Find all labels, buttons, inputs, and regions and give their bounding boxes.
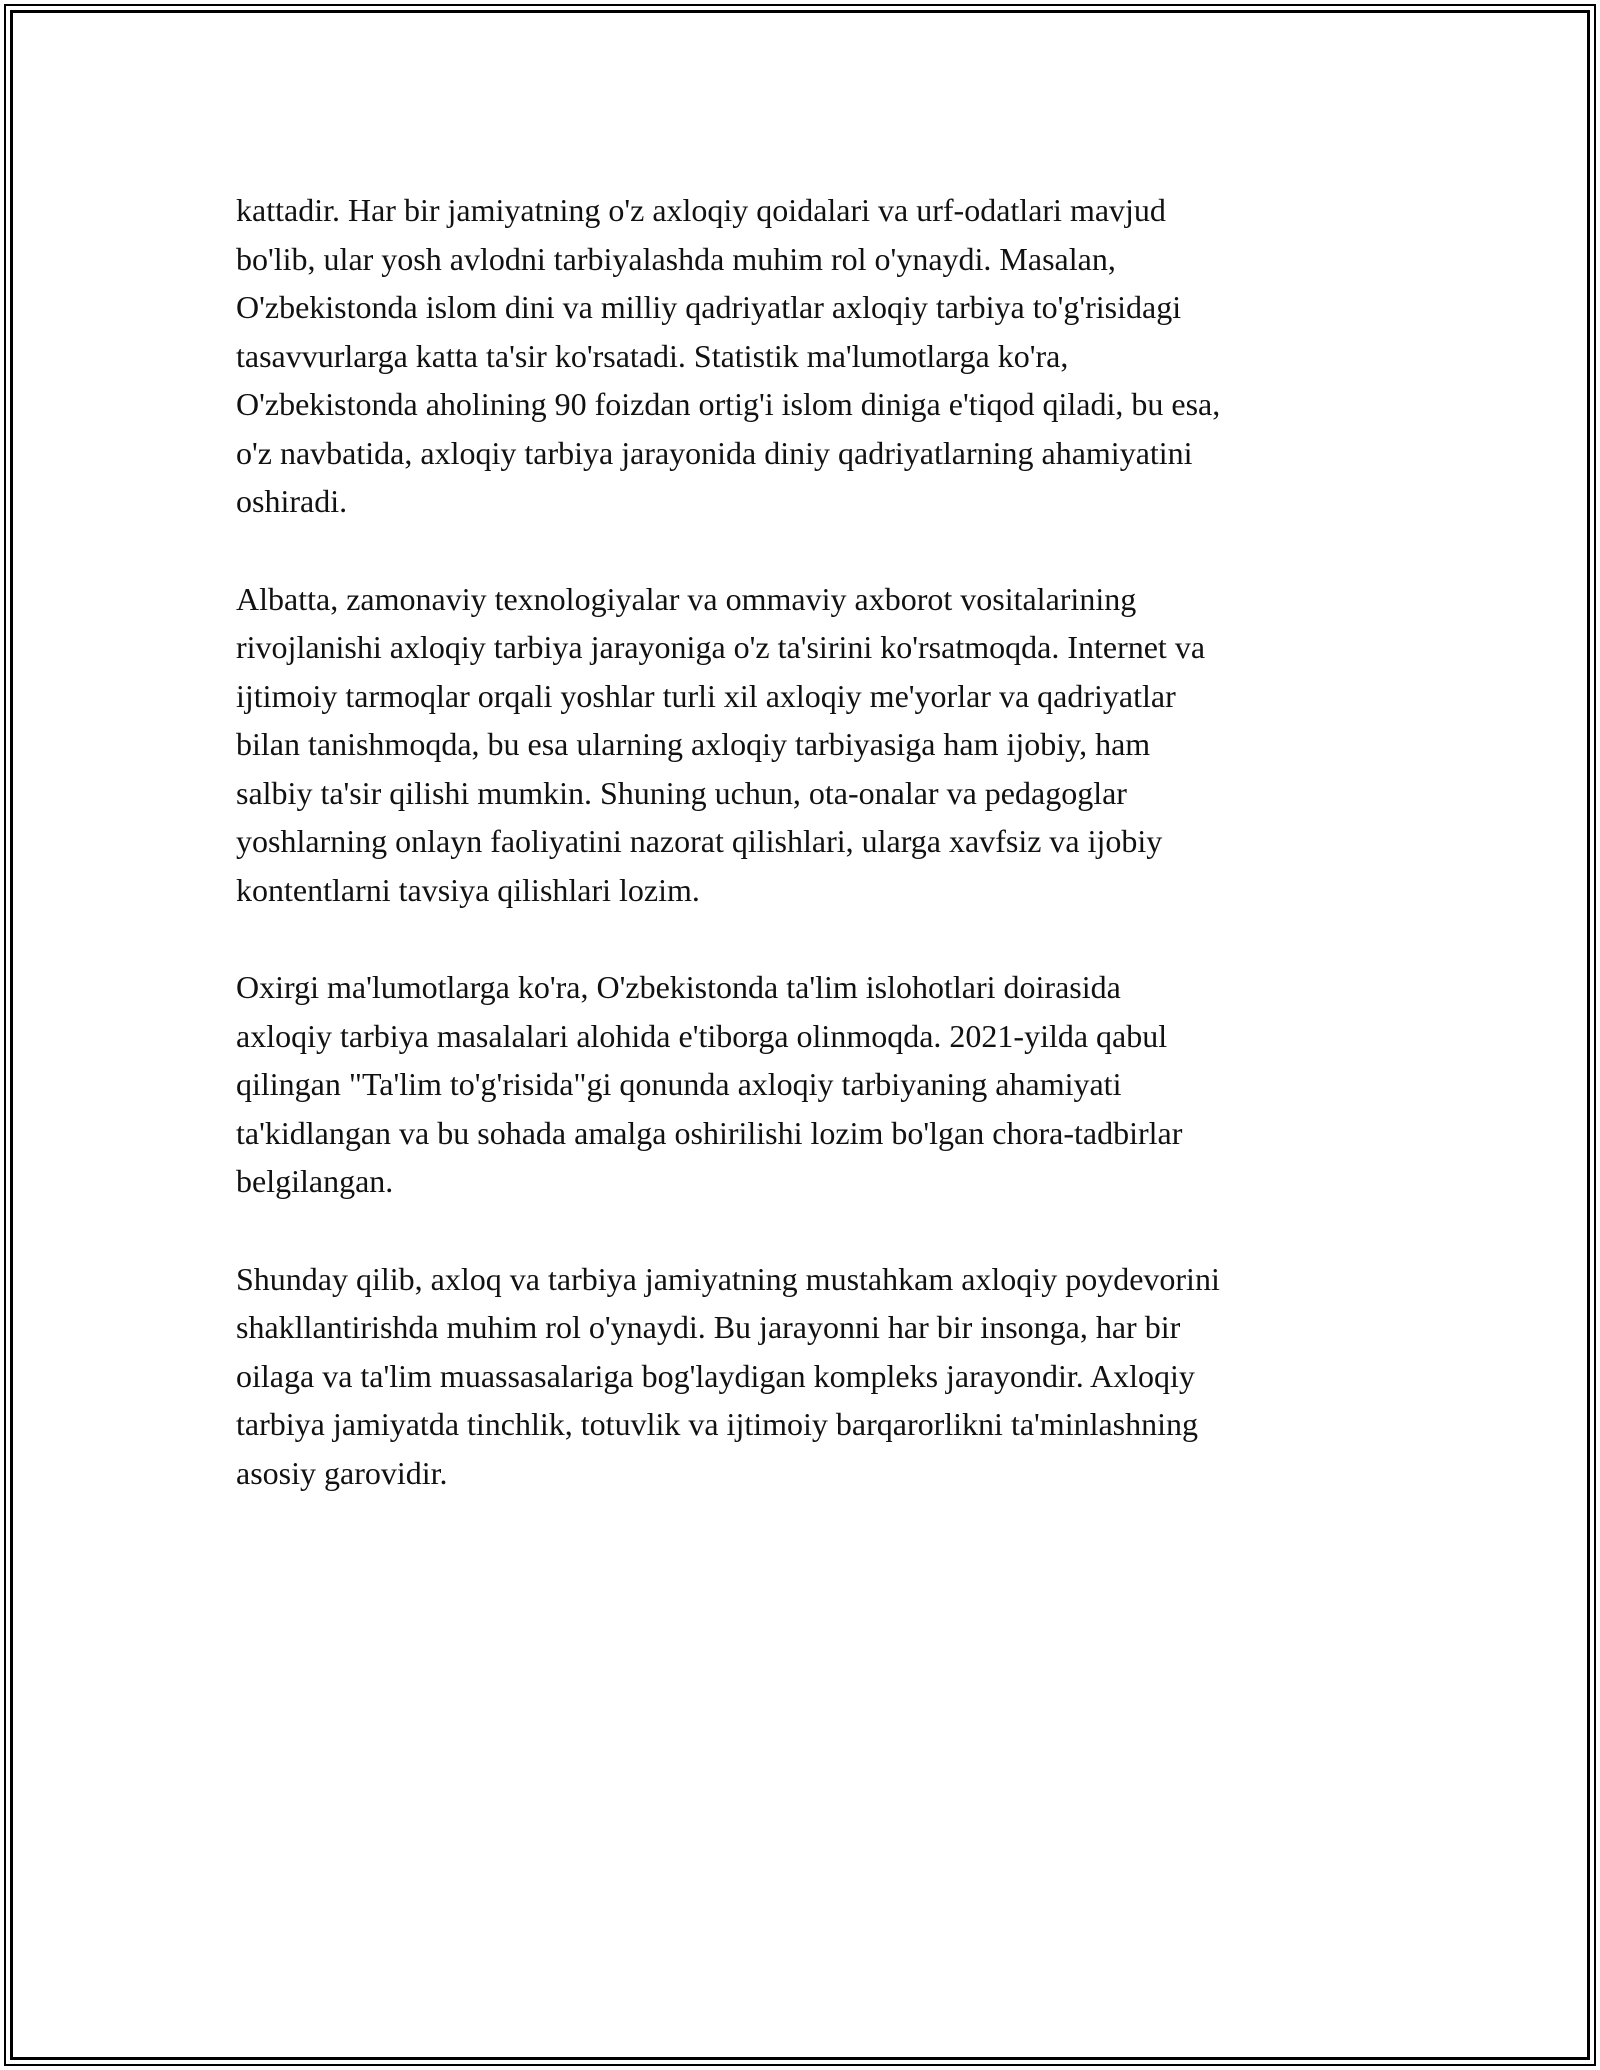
paragraph-3: Oxirgi ma'lumotlarga ko'ra, O'zbekistonda ta'lim islohotlari doirasida axloqiy tarbiya masalalari alohida e'tiborga olinmoqda. 2021-yilda qabul qilingan "Ta'lim to'g'risida"gi qonunda axloqiy tarbiyaning ahamiyati ta'kidlangan va bu sohada amalga oshirilishi lozim bo'lgan chora-tadbirlar belgilangan. bbox=[236, 969, 1183, 1199]
paragraph-1: kattadir. Har bir jamiyatning o'z axloqiy qoidalari va urf-odatlari mavjud bo'lib, ular yosh avlodni tarbiyalashda muhim rol o'ynaydi. Masalan, O'zbekistonda islom dini va milliy qadriyatlar axloqiy tarbiya to'g'risidagi tasavvurlarga katta ta'sir ko'rsatadi. Statistik ma'lumotlarga ko'ra, O'zbekistonda aholining 90 foizdan ortig'i islom diniga e'tiqod qiladi, bu esa, o'z navbatida, axloqiy tarbiya jarayonida diniy qadriyatlarning ahamiyatini oshiradi. bbox=[236, 192, 1221, 519]
document-body bbox=[236, 186, 1376, 1497]
paragraph-2: Albatta, zamonaviy texnologiyalar va ommaviy axborot vositalarining rivojlanishi axloqiy tarbiya jarayoniga o'z ta'sirini ko'rsatmoqda. Internet va ijtimoiy tarmoqlar orqali yoshlar turli xil axloqiy me'yorlar va qadriyatlar bilan tanishmoqda, bu esa ularning axloqiy tarbiyasiga ham ijobiy, ham salbiy ta'sir qilishi mumkin. Shuning uchun, ota-onalar va pedagoglar yoshlarning onlayn faoliyatini nazorat qilishlari, ularga xavfsiz va ijobiy kontentlarni tavsiya qilishlari lozim. bbox=[236, 580, 1206, 908]
paragraph-4: Shunday qilib, axloq va tarbiya jamiyatning mustahkam axloqiy poydevorini shakllantirishda muhim rol o'ynaydi. Bu jarayonni har bir insonga, har bir oilaga va ta'lim muassasalariga bog'laydigan kompleks jarayondir. Axloqiy tarbiya jamiyatda tinchlik, totuvlik va ijtimoiy barqarorlikni ta'minlashning asosiy garovidir. bbox=[236, 1260, 1220, 1491]
